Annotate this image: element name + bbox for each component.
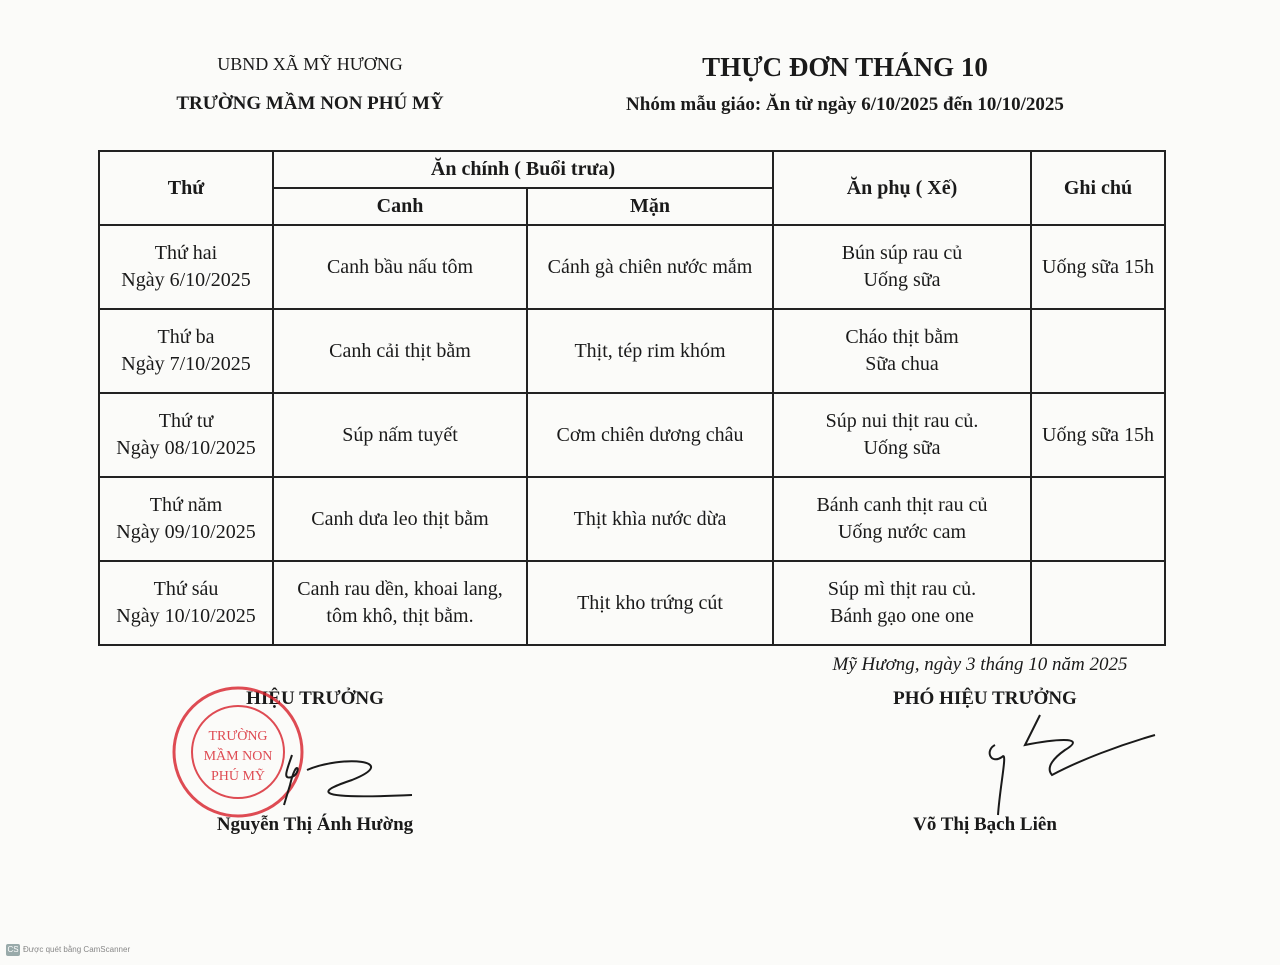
header-snack: Ăn phụ ( Xế) [773, 151, 1031, 225]
principal-signature-icon [262, 735, 432, 815]
day-cell: Thứ ba Ngày 7/10/2025 [99, 309, 273, 393]
note-cell: Uống sữa 15h [1031, 225, 1165, 309]
table-row [99, 561, 1165, 645]
table-row [99, 309, 1165, 393]
vice-principal-role: PHÓ HIỆU TRƯỞNG [893, 688, 1077, 709]
page-subtitle: Nhóm mẫu giáo: Ăn từ ngày 6/10/2025 đến 10/10/2025 [626, 94, 1064, 115]
note-cell: Uống sữa 15h [1031, 393, 1165, 477]
snack-cell: Bún súp rau củ Uống sữa [773, 225, 1031, 309]
dish-cell: Cơm chiên dương châu [527, 393, 773, 477]
table-row [99, 477, 1165, 561]
svg-text:PHÚ MỸ: PHÚ MỸ [210, 769, 266, 784]
soup-cell: Canh cải thịt bằm [273, 309, 527, 393]
scanner-watermark: CS Được quét bằng CamScanner [7, 945, 131, 954]
note-cell [1031, 477, 1165, 561]
snack-cell: Bánh canh thịt rau củ Uống nước cam [773, 477, 1031, 561]
snack-cell: Súp nui thịt rau củ. Uống sữa [773, 393, 1031, 477]
principal-role: HIỆU TRƯỞNG [246, 688, 384, 709]
svg-text:TRƯỜNG: TRƯỜNG [208, 729, 268, 744]
camscanner-icon: CS [7, 945, 19, 954]
svg-text:MẦM NON: MẦM NON [203, 749, 273, 764]
header-day: Thứ [99, 151, 273, 225]
snack-cell: Cháo thịt bằm Sữa chua [773, 309, 1031, 393]
day-cell: Thứ sáu Ngày 10/10/2025 [99, 561, 273, 645]
note-cell [1031, 561, 1165, 645]
day-cell: Thứ hai Ngày 6/10/2025 [99, 225, 273, 309]
menu-table [98, 150, 1166, 646]
dish-cell: Thịt kho trứng cút [527, 561, 773, 645]
day-cell: Thứ năm Ngày 09/10/2025 [99, 477, 273, 561]
place-date: Mỹ Hương, ngày 3 tháng 10 năm 2025 [832, 654, 1128, 675]
table-row [99, 225, 1165, 309]
soup-cell: Canh rau dền, khoai lang, tôm khô, thịt bằm. [273, 561, 527, 645]
snack-cell: Súp mì thịt rau củ. Bánh gạo one one [773, 561, 1031, 645]
dish-cell: Thịt, tép rim khóm [527, 309, 773, 393]
header-dish: Mặn [527, 188, 773, 225]
page-title: THỰC ĐƠN THÁNG 10 [702, 52, 988, 82]
note-cell [1031, 309, 1165, 393]
day-cell: Thứ tư Ngày 08/10/2025 [99, 393, 273, 477]
dish-cell: Thịt khìa nước dừa [527, 477, 773, 561]
table-row [99, 393, 1165, 477]
header-main-meal: Ăn chính ( Buổi trưa) [273, 151, 773, 188]
authority-name: UBND XÃ MỸ HƯƠNG [217, 54, 403, 74]
school-name: TRƯỜNG MẦM NON PHÚ MỸ [176, 93, 444, 114]
vice-principal-name: Võ Thị Bạch Liên [913, 814, 1057, 835]
vice-principal-signature-icon [970, 705, 1160, 825]
header-soup: Canh [273, 188, 527, 225]
soup-cell: Súp nấm tuyết [273, 393, 527, 477]
table-header-row [99, 151, 1165, 188]
soup-cell: Canh bầu nấu tôm [273, 225, 527, 309]
soup-cell: Canh dưa leo thịt bằm [273, 477, 527, 561]
principal-name: Nguyễn Thị Ánh Hường [216, 814, 414, 835]
header-note: Ghi chú [1031, 151, 1165, 225]
dish-cell: Cánh gà chiên nước mắm [527, 225, 773, 309]
